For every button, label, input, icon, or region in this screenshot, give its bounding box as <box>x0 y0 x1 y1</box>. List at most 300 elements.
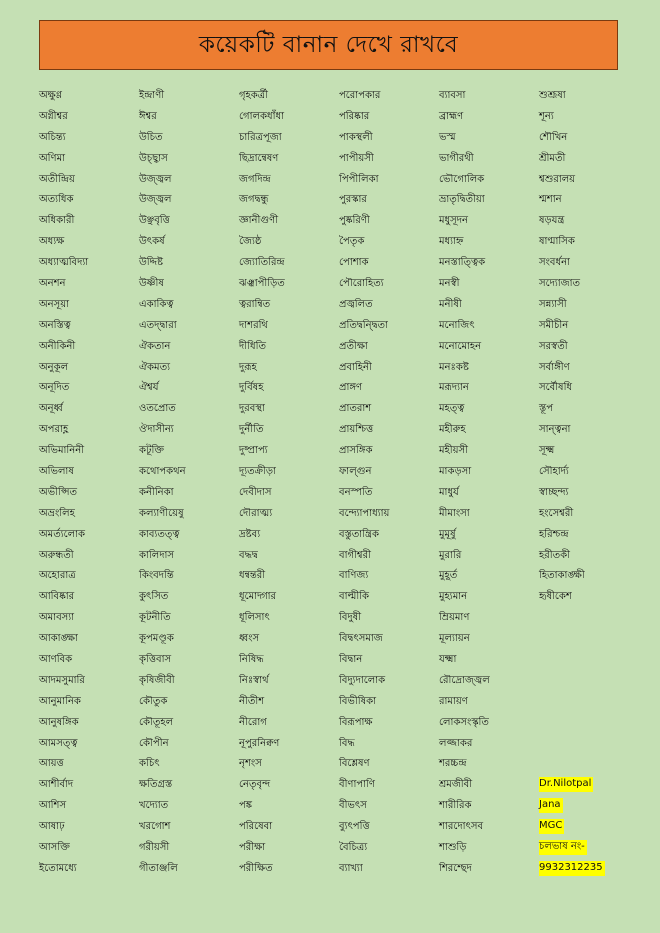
word-cell <box>139 501 239 520</box>
spelling-word: কিংবদন্তি <box>139 570 174 582</box>
word-cell <box>339 459 439 478</box>
word-cell <box>439 480 539 499</box>
word-cell <box>539 480 639 499</box>
spelling-word: বস্তুতান্ত্রিক <box>339 528 379 540</box>
word-cell <box>139 292 239 311</box>
word-cell <box>139 334 239 353</box>
word-cell <box>39 626 139 645</box>
spelling-word: অহোরাত্র <box>39 570 76 582</box>
spelling-word: অক্ষুণ্ণ <box>39 89 62 101</box>
spelling-word: পরোপকার <box>339 89 381 101</box>
spelling-word: দুরবস্থা <box>239 403 265 415</box>
word-cell <box>39 271 139 290</box>
word-cell <box>539 501 639 520</box>
spelling-word: গীতাঞ্জলি <box>139 862 178 874</box>
word-cell <box>339 626 439 645</box>
word-row <box>39 542 639 563</box>
spelling-word: জ্ঞানীগুণী <box>239 215 279 227</box>
spelling-word: অমর্ত্যলোক <box>39 528 85 540</box>
spelling-word: অভিলাষ <box>39 465 74 477</box>
spelling-word: দুষ্প্রাপ্য <box>239 445 268 457</box>
word-cell <box>439 751 539 770</box>
spelling-word: কটূক্তি <box>139 445 165 457</box>
word-cell <box>339 793 439 812</box>
word-cell <box>339 605 439 624</box>
word-row <box>39 312 639 333</box>
spelling-word: অমাবস্যা <box>39 612 75 624</box>
word-cell <box>139 271 239 290</box>
word-cell <box>139 125 239 144</box>
word-cell <box>239 229 339 248</box>
word-cell <box>39 772 139 791</box>
spelling-word: কূটনীতি <box>139 612 171 624</box>
word-cell <box>439 710 539 729</box>
spelling-word: জগদিন্দ্র <box>239 173 271 185</box>
spelling-word: শারীরিক <box>439 800 472 812</box>
spelling-word: মুহ্যমান <box>439 591 468 603</box>
word-cell <box>539 771 639 792</box>
word-cell <box>239 543 339 562</box>
word-row <box>39 354 639 375</box>
spelling-word: ক্ষতিগ্রস্ত <box>139 779 173 791</box>
spelling-word: নীরোগ <box>239 716 267 728</box>
spelling-word: আমসত্ত্ব <box>39 737 78 749</box>
spelling-word: ঝঞ্ঝাপীড়িত <box>239 277 285 289</box>
spelling-word: শিরশ্ছেদ <box>439 862 472 874</box>
word-cell <box>439 125 539 144</box>
word-row <box>39 395 639 416</box>
word-cell <box>239 751 339 770</box>
word-cell <box>39 292 139 311</box>
word-cell <box>139 375 239 394</box>
spelling-word: আণবিক <box>39 653 73 665</box>
word-cell <box>239 647 339 666</box>
word-cell <box>339 814 439 833</box>
word-cell <box>139 835 239 854</box>
word-row <box>39 730 639 751</box>
word-cell <box>539 543 639 562</box>
spelling-word: সদ্যোজাত <box>539 277 581 289</box>
word-cell <box>239 668 339 687</box>
word-cell <box>39 605 139 624</box>
word-cell <box>539 355 639 374</box>
spelling-word: মধ্যাহ্ন <box>439 236 464 248</box>
word-cell <box>439 584 539 603</box>
spelling-word: মাকড়সা <box>439 465 472 477</box>
word-row <box>39 186 639 207</box>
word-cell <box>339 83 439 102</box>
word-cell <box>139 187 239 206</box>
word-cell <box>239 856 339 875</box>
word-cell <box>139 167 239 186</box>
spelling-word: কৌতুক <box>139 695 168 707</box>
word-cell <box>339 229 439 248</box>
spelling-word: কাব্যতত্ত্ব <box>139 528 180 540</box>
word-row <box>39 479 639 500</box>
word-cell <box>439 271 539 290</box>
word-row <box>39 270 639 291</box>
word-cell <box>139 355 239 374</box>
word-row <box>39 625 639 646</box>
word-row <box>39 166 639 187</box>
word-cell <box>39 856 139 875</box>
spelling-word: শৌখিন <box>539 131 568 143</box>
spelling-word: দৌরাত্ম্য <box>239 507 273 519</box>
word-grid <box>39 82 639 876</box>
word-cell <box>539 438 639 457</box>
spelling-word: অগ্নীশ্বর <box>39 110 68 122</box>
spelling-word: দ্রষ্টব্য <box>239 528 261 540</box>
word-cell <box>39 793 139 812</box>
spelling-word: জগদ্বন্ধু <box>239 194 269 206</box>
spelling-word: বিদ্বান <box>339 653 363 665</box>
word-cell <box>439 835 539 854</box>
word-cell <box>539 83 639 102</box>
word-cell <box>339 313 439 332</box>
spelling-word: রামায়ণ <box>439 695 468 707</box>
spelling-word: কনীনিকা <box>139 486 174 498</box>
spelling-word: মহত্ত্ব <box>439 403 465 415</box>
spelling-word: অনূদিত <box>39 382 70 394</box>
spelling-word: মনঃকষ্ট <box>439 361 469 373</box>
spelling-word: আকাঙ্ক্ষা <box>39 633 78 645</box>
spelling-word: বনস্পতি <box>339 486 373 498</box>
word-cell <box>239 417 339 436</box>
word-cell <box>539 229 639 248</box>
word-row <box>39 771 639 792</box>
word-row <box>39 583 639 604</box>
spelling-word: সর্বৌষধি <box>539 382 573 394</box>
spelling-word: মহীয়সী <box>439 445 469 457</box>
word-cell <box>539 396 639 415</box>
word-cell <box>39 668 139 687</box>
word-cell <box>339 480 439 499</box>
word-cell <box>139 83 239 102</box>
spelling-word: পাকস্থলী <box>339 131 373 143</box>
spelling-word: নূপুরনিক্বণ <box>239 737 280 749</box>
word-cell <box>539 459 639 478</box>
spelling-word: পুষ্করিণী <box>339 215 370 227</box>
word-cell <box>539 813 639 834</box>
word-cell <box>239 334 339 353</box>
word-cell <box>439 187 539 206</box>
word-cell <box>39 751 139 770</box>
spelling-word: হরিশ্চন্দ্র <box>539 528 569 540</box>
word-cell <box>139 856 239 875</box>
spelling-word: প্রাসঙ্গিক <box>339 445 373 457</box>
word-cell <box>239 835 339 854</box>
word-cell <box>439 104 539 123</box>
spelling-word: জ্যৈষ্ঠ <box>239 236 262 248</box>
word-cell <box>239 584 339 603</box>
word-cell <box>239 375 339 394</box>
word-cell <box>439 543 539 562</box>
word-cell <box>339 731 439 750</box>
spelling-word: লজ্জাকর <box>439 737 473 749</box>
word-row <box>39 562 639 583</box>
word-row <box>39 291 639 312</box>
spelling-word: উজ্জ্বল <box>139 173 172 185</box>
word-row <box>39 228 639 249</box>
spelling-word: মনীষী <box>439 298 462 310</box>
spelling-word: অচিন্ত্য <box>39 131 66 143</box>
spelling-word: দ্যূতক্রীড়া <box>239 465 276 477</box>
spelling-word: মুরারি <box>439 549 462 561</box>
spelling-word: সরস্বতী <box>539 340 568 352</box>
word-cell <box>239 501 339 520</box>
word-cell <box>239 605 339 624</box>
word-cell <box>139 668 239 687</box>
spelling-word: মনস্বী <box>439 277 460 289</box>
spelling-word: ঐকতান <box>139 340 171 352</box>
word-cell <box>339 710 439 729</box>
spelling-word: সংবর্ধনা <box>539 257 570 269</box>
spelling-word: ব্যুৎপত্তি <box>339 821 370 833</box>
spelling-word: আবিষ্কার <box>39 591 75 603</box>
spelling-word: বিভীষিকা <box>339 695 377 707</box>
spelling-word: ঐশ্বর্য <box>139 382 159 394</box>
word-cell <box>39 375 139 394</box>
spelling-word: প্রজ্বলিত <box>339 298 373 310</box>
spelling-word: হৃষীকেশ <box>539 591 572 603</box>
spelling-word: বাগীশ্বরী <box>339 549 371 561</box>
word-cell <box>439 355 539 374</box>
spelling-word: পৌরোহিত্য <box>339 277 384 289</box>
spelling-word: স্বাচ্ছন্দ্য <box>539 486 569 498</box>
word-cell <box>39 814 139 833</box>
word-cell <box>39 522 139 541</box>
word-cell <box>139 459 239 478</box>
word-row <box>39 792 639 813</box>
word-cell <box>339 563 439 582</box>
spelling-word: প্রাতরাশ <box>339 403 372 415</box>
word-cell <box>139 208 239 227</box>
spelling-word: শারদোৎসব <box>439 821 484 833</box>
spelling-word: সান্ত্বনা <box>539 424 571 436</box>
word-cell <box>239 104 339 123</box>
word-cell <box>439 83 539 102</box>
word-cell <box>139 626 239 645</box>
word-cell <box>39 104 139 123</box>
spelling-word: খরগোশ <box>139 821 171 833</box>
spelling-word: গরীয়সী <box>139 842 170 853</box>
word-cell <box>39 167 139 186</box>
author-note: Jana <box>539 798 563 813</box>
word-cell <box>239 271 339 290</box>
word-cell <box>39 208 139 227</box>
word-cell <box>539 563 639 582</box>
spelling-word: বাল্মীকি <box>339 591 370 603</box>
word-cell <box>439 208 539 227</box>
word-cell <box>39 501 139 520</box>
word-cell <box>239 208 339 227</box>
word-cell <box>139 146 239 165</box>
word-cell <box>139 522 239 541</box>
spelling-word: বীভৎস <box>339 800 367 812</box>
word-row <box>39 333 639 354</box>
spelling-word: বৈচিত্র্য <box>339 842 368 853</box>
word-cell <box>539 792 639 813</box>
word-cell <box>239 396 339 415</box>
word-row <box>39 249 639 270</box>
spelling-word: বিদ্বৎসমাজ <box>339 633 383 645</box>
author-note: 9932312235 <box>539 861 605 876</box>
word-cell <box>139 480 239 499</box>
spelling-word: বিদ্ধ <box>339 737 355 749</box>
spelling-word: মনোজিৎ <box>439 319 475 331</box>
spelling-word: ধূমোদ্গার <box>239 591 277 603</box>
word-cell <box>339 208 439 227</box>
spelling-word: ঈশ্বর <box>139 110 157 122</box>
spelling-word: মুমূর্ষু <box>439 528 456 540</box>
spelling-word: আনুমানিক <box>39 695 81 707</box>
word-cell <box>239 814 339 833</box>
spelling-word: ত্বরান্বিত <box>239 298 271 310</box>
spelling-word: কৌপীন <box>139 737 169 749</box>
word-cell <box>239 292 339 311</box>
word-cell <box>39 438 139 457</box>
spelling-word: সৌহার্দ্য <box>539 465 569 477</box>
word-cell <box>439 731 539 750</box>
word-cell <box>39 459 139 478</box>
word-cell <box>239 772 339 791</box>
spelling-word: অধ্যাত্মবিদ্যা <box>39 257 89 269</box>
word-row <box>39 834 639 855</box>
spelling-word: প্রতীক্ষা <box>339 340 368 352</box>
spelling-word: সমীচীন <box>539 319 569 331</box>
word-cell <box>339 104 439 123</box>
word-cell <box>339 334 439 353</box>
word-cell <box>439 501 539 520</box>
word-cell <box>39 146 139 165</box>
spelling-word: অনীকিনী <box>39 340 76 352</box>
spelling-word: চারিত্রপূজা <box>239 131 282 143</box>
word-row <box>39 458 639 479</box>
word-cell <box>439 563 539 582</box>
word-cell <box>239 689 339 708</box>
word-cell <box>439 229 539 248</box>
spelling-word: আশীর্বাদ <box>39 779 74 791</box>
word-row <box>39 688 639 709</box>
spelling-word: নিষিদ্ধ <box>239 653 264 665</box>
word-cell <box>439 146 539 165</box>
spelling-word: আসক্তি <box>39 842 70 853</box>
word-cell <box>439 814 539 833</box>
word-cell <box>339 689 439 708</box>
word-row <box>39 145 639 166</box>
spelling-word: ফাল্গুন <box>339 465 372 477</box>
spelling-word: অপরাহ্ণ <box>39 424 69 436</box>
spelling-word: প্রতিদ্বন্দ্বিতা <box>339 319 388 331</box>
spelling-word: কথোপকথন <box>139 465 186 477</box>
word-cell <box>439 522 539 541</box>
spelling-word: ওতপ্রোত <box>139 403 176 415</box>
spelling-word: পরীক্ষা <box>239 842 266 853</box>
word-cell <box>239 167 339 186</box>
spelling-word: রৌদ্রোজ্জ্বল <box>439 674 490 686</box>
word-cell <box>139 229 239 248</box>
spelling-word: মুহূর্ত <box>439 570 458 582</box>
spelling-word: আষাঢ় <box>39 821 65 833</box>
spelling-word: ভাগীরথী <box>439 152 474 164</box>
word-cell <box>39 417 139 436</box>
word-cell <box>139 313 239 332</box>
word-cell <box>339 772 439 791</box>
word-row <box>39 103 639 124</box>
spelling-word: কৃষিজীবী <box>139 674 175 686</box>
word-cell <box>539 208 639 227</box>
word-cell <box>139 543 239 562</box>
word-cell <box>439 459 539 478</box>
spelling-word: ভ্রাতৃদ্বিতীয়া <box>439 194 485 206</box>
spelling-word: ছিদ্রান্বেষণ <box>239 152 279 164</box>
spelling-word: ধূলিসাৎ <box>239 612 270 624</box>
word-cell <box>539 146 639 165</box>
spelling-word: সন্ন্যাসী <box>539 298 567 310</box>
spelling-word: স্তূপ <box>539 403 553 415</box>
spelling-word: অনশন <box>39 277 66 289</box>
word-cell <box>139 772 239 791</box>
word-cell <box>439 313 539 332</box>
spelling-word: প্রবাহিনী <box>339 361 372 373</box>
spelling-word: ষাণ্মাসিক <box>539 236 575 248</box>
word-cell <box>239 522 339 541</box>
word-cell <box>339 250 439 269</box>
spelling-word: আশিস <box>39 800 67 812</box>
spelling-word: ঔদাসীন্য <box>139 424 174 436</box>
spelling-word: জ্যোতিরিন্দ্র <box>239 257 285 269</box>
word-cell <box>39 334 139 353</box>
spelling-word: বিদ্যুদালোক <box>339 674 386 686</box>
word-cell <box>439 668 539 687</box>
word-cell <box>39 835 139 854</box>
spelling-word: পুরস্কার <box>339 194 367 206</box>
word-cell <box>39 480 139 499</box>
spelling-word: ঐকমত্য <box>139 361 170 373</box>
spelling-word: অভীপ্সিত <box>39 486 77 498</box>
word-cell <box>39 563 139 582</box>
word-cell <box>539 271 639 290</box>
word-cell <box>39 584 139 603</box>
spelling-word: নেতৃবৃন্দ <box>239 779 271 791</box>
word-cell <box>339 396 439 415</box>
spelling-word: এতদ্দ্বারা <box>139 319 177 331</box>
word-cell <box>539 834 639 855</box>
word-cell <box>39 313 139 332</box>
word-cell <box>139 751 239 770</box>
spelling-word: প্রায়শ্চিত্ত <box>339 424 374 436</box>
spelling-word: ইতোমধ্যে <box>39 862 77 874</box>
word-cell <box>239 459 339 478</box>
spelling-word: শুশ্রূষা <box>539 89 566 101</box>
word-cell <box>539 104 639 123</box>
spelling-word: অনুকূল <box>39 361 69 373</box>
word-row <box>39 416 639 437</box>
spelling-word: বিদুষী <box>339 612 362 624</box>
spelling-word: অনস্তিত্ব <box>39 319 71 331</box>
spelling-word: নিঃস্বার্থ <box>239 674 269 686</box>
word-cell <box>439 292 539 311</box>
spelling-word: দুরূহ <box>239 361 257 373</box>
word-row <box>39 855 639 876</box>
word-cell <box>539 334 639 353</box>
word-cell <box>139 417 239 436</box>
spelling-word: মনস্তাত্ত্বিক <box>439 257 486 269</box>
word-cell <box>139 605 239 624</box>
word-cell <box>39 125 139 144</box>
spelling-word: ব্রাহ্মণ <box>439 110 464 122</box>
word-cell <box>239 355 339 374</box>
